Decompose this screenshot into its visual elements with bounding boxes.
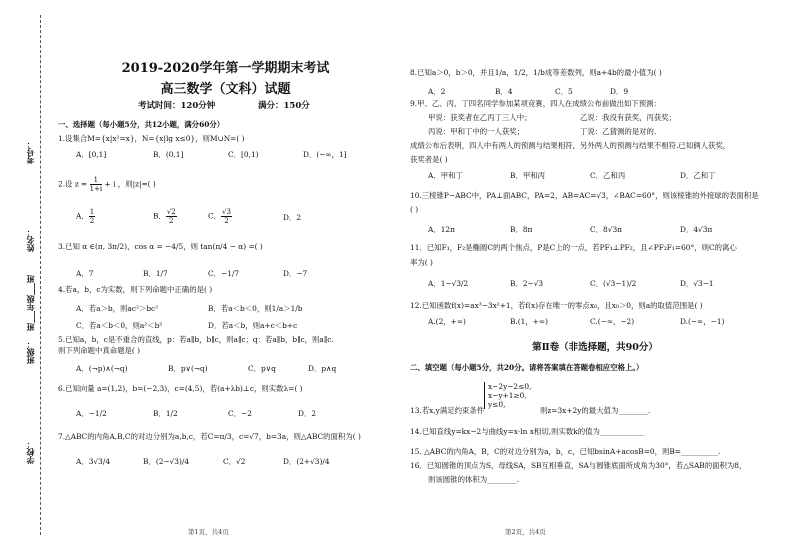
q9-bing: 丙说：甲和丁中的一人获奖； — [428, 127, 525, 136]
question-7: 7.△ABC的内角A,B,C的对边分别为a,b,c，若C=π/3，c=√7，b=3a，则△ABC的面积为( ) — [58, 432, 361, 441]
binding-nianji: 班___年级___班 — [25, 275, 35, 331]
binding-kaohao: 考号： — [25, 140, 35, 164]
q4-option-c: C．若a＜b＜0，则a²＜b² — [76, 321, 163, 330]
q4-option-a: A．若a＞b，则ac²＞bc² — [76, 304, 159, 313]
q2-fraction-den: 1+i — [89, 185, 103, 193]
q5-option-b: B．p∨(¬q) — [168, 364, 208, 373]
q2-plus-i: + i — [104, 179, 116, 189]
q1-option-c: C．[0,1) — [228, 150, 259, 159]
q13-constraint-system — [484, 382, 531, 409]
q10-option-a: A．12π — [428, 225, 455, 234]
q6-option-a: A．−1/2 — [76, 409, 107, 418]
q9-jia: 甲说：获奖者在乙丙丁三人中； — [428, 113, 532, 122]
q12-option-d: D.(−∞，−1) — [680, 317, 725, 326]
q7-option-b: B．(2−√3)/4 — [143, 457, 190, 466]
left-column — [58, 0, 393, 550]
q13-constraint-3: y≤0, — [488, 400, 506, 409]
binding-xingming: 姓名： — [25, 228, 35, 252]
question-4: 4.若a，b，c为实数，则下列命题中正确的是( ) — [58, 285, 213, 294]
q12-option-b: B.(1，+∞) — [510, 317, 548, 326]
question-11-b: 率为( ) — [410, 258, 433, 267]
binding-xuexiao: 学校： — [25, 440, 35, 464]
question-16-b: 则该圆锥的体积为________. — [428, 475, 520, 484]
section-fill-title: 二、填空题（每小题5分，共20分。请将答案填在答题卷相应空格上。） — [410, 363, 644, 372]
q8-option-a: A．2 — [428, 87, 446, 96]
q11-option-b: B．2−√3 — [510, 279, 544, 288]
q9-option-a: A．甲和丁 — [428, 171, 463, 180]
q2-label: 2.设 — [58, 179, 73, 189]
q8-option-d: D．9 — [610, 87, 629, 96]
exam-score: 满分：150分 — [258, 101, 310, 111]
q1-option-d: D．(−∞，1] — [303, 150, 347, 159]
question-13: 13.若x,y满足约束条件 — [410, 406, 485, 415]
q7-option-a: A．3√3/4 — [76, 457, 111, 466]
question-14: 14.已知直线y=kx−2与曲线y=x·ln x相切,则实数k的值为____________ — [410, 427, 645, 436]
q3-option-a: A．7 — [76, 269, 94, 278]
q10-option-b: B．8π — [510, 225, 533, 234]
page-footer-left: 第1页，共4页 — [188, 528, 229, 536]
q2-option-a: A． $\frac{1}{2}$ — [76, 208, 95, 225]
q9-ding: 丁说：乙猜测的是对的. — [580, 127, 657, 136]
q10-option-c: C．8√3π — [590, 225, 623, 234]
q5-option-c: C．p∨q — [248, 364, 276, 373]
question-5: 5.已知a，b，c是不重合的直线，p：若a∥b，b∥c，则a∥c；q：若a∥b，b∥c，则a∥c. — [58, 335, 334, 344]
question-8: 8.已知a＞0，b＞0，并且1/a，1/2，1/b成等差数列，则a+4b的最小值为( ) — [410, 68, 662, 77]
q6-option-c: C．−2 — [228, 409, 252, 418]
question-1: 1.设集合M={x|x²=x}，N={x|lg x≤0}，则M∪N=( ) — [58, 134, 245, 143]
q2-fraction: $\frac{1}{1+i}$ — [89, 176, 103, 193]
q9-option-c: C．乙和丙 — [590, 171, 626, 180]
q3-option-c: C．−1/7 — [208, 269, 240, 278]
question-13-b: 则z=3x+2y的最大值为________. — [540, 406, 651, 415]
q9-yi: 乙说：我没有获奖，丙获奖； — [580, 113, 677, 122]
q6-option-b: B．1/2 — [153, 409, 178, 418]
section-choice-title: 一、选择题（每小题5分，共12小题，满分60分） — [58, 120, 225, 129]
q11-option-a: A．1−√3/2 — [428, 279, 469, 288]
q12-option-c: C.(−∞，−2) — [590, 317, 635, 326]
q9-ask: 获奖者是( ) — [410, 155, 448, 164]
q13-constraint-2: x−y+1≥0, — [488, 391, 527, 400]
question-11: 11．已知F₁，F₂是椭圆C的两个焦点，P是C上的一点，若PF₁⊥PF₂，且∠PF₂F₁=60°，则C的离心 — [410, 243, 737, 252]
q4-option-b: B．若a＜b＜0，则1/a＞1/b — [208, 304, 303, 313]
question-6: 6.已知向量 a=(1,2)，b=(−2,3)，c=(4,5)，若(a+λb)⊥c，则实数λ=( ) — [58, 384, 303, 393]
question-12: 12.已知函数f(x)=ax³−3x²+1，若f(x)存在唯一的零点x₀，且x₀＞0，则a的取值范围是( ) — [410, 301, 703, 310]
q9-option-b: B．甲和丙 — [510, 171, 545, 180]
q7-option-c: C．√2 — [223, 457, 246, 466]
part-two-title: 第Ⅱ卷（非选择题，共90分） — [532, 342, 658, 353]
q8-option-b: B．4 — [495, 87, 513, 96]
question-2 — [58, 176, 156, 193]
q2-option-d: D．2 — [283, 213, 302, 222]
q10-option-d: D．4√3π — [680, 225, 713, 234]
q1-option-a: A．[0,1] — [76, 150, 107, 159]
right-column — [410, 0, 780, 550]
q2-option-c: C． $\frac{√3}{2}$ — [208, 208, 231, 225]
q12-option-a: A.(2，+∞) — [428, 317, 466, 326]
q1-option-b: B．(0,1] — [153, 150, 184, 159]
question-3: 3.已知 α ∈(π, 3π/2)，cos α = −4/5，则 tan(π/4 − α) =( ) — [58, 242, 263, 251]
q2-tail: ，则|z|=( ) — [117, 179, 156, 189]
binding-banji: 班级： — [25, 340, 35, 364]
question-15: 15. △ABC的内角A，B，C的对边分别为a，b，c，已知bsinA+acosB=0，则B=__________. — [410, 447, 721, 456]
exam-time: 考试时间：120分钟 — [138, 101, 216, 111]
question-10: 10.三棱锥P−ABC中，PA⊥面ABC，PA=2，AB=AC=√3，∠BAC=60°，则该棱锥的外接球的表面积是 — [410, 191, 759, 200]
q6-option-d: D．2 — [298, 409, 317, 418]
q2-option-b: B． $\frac{√2}{2}$ — [153, 208, 176, 225]
q9-option-d: D．乙和丁 — [680, 171, 716, 180]
q5-option-a: A．(¬p)∧(¬q) — [76, 364, 128, 373]
binding-dashed-line — [40, 15, 41, 535]
question-9: 9.甲、乙、丙、丁四名同学参加某项竞赛，四人在成绩公布前做出如下预测： — [410, 99, 661, 108]
exam-subtitle: 高三数学（文科）试题 — [160, 82, 291, 97]
q11-option-d: D．√3−1 — [680, 279, 714, 288]
q2-z-eq: z = — [74, 179, 88, 189]
q8-option-c: C．5 — [555, 87, 573, 96]
q9-condition: 成绩公布后表明，四人中有两人的预测与结果相符，另外两人的预测与结果不相符.已知俩人获奖， — [410, 141, 731, 150]
q3-option-d: D．−7 — [283, 269, 308, 278]
question-5-b: 则下列命题中真命题是( ) — [58, 346, 141, 355]
question-10-b: ( ) — [410, 205, 419, 214]
q3-option-b: B．1/7 — [143, 269, 168, 278]
page-footer-right: 第2页，共4页 — [505, 528, 546, 536]
exam-title: 2019-2020学年第一学期期末考试 — [121, 61, 330, 76]
q5-option-d: D．p∧q — [308, 364, 337, 373]
q7-option-d: D．(2+√3)/4 — [283, 457, 330, 466]
q11-option-c: C．(√3−1)/2 — [590, 279, 637, 288]
q4-option-d: D．若a＜b，则a+c＜b+c — [208, 321, 298, 330]
q13-constraint-1: x−2y−2≤0, — [488, 382, 532, 391]
question-16: 16．已知圆锥的顶点为S，母线SA，SB互相垂直，SA与圆锥底面所成角为30°，若△SAB的面积为8， — [410, 461, 747, 470]
